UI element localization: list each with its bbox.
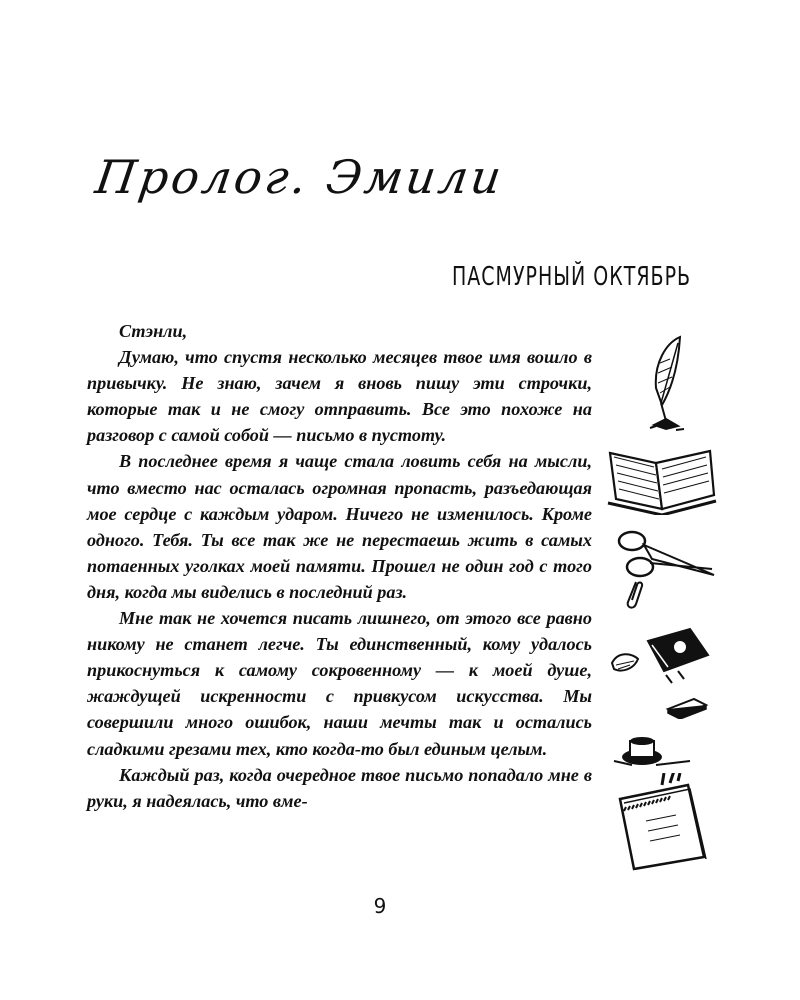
paragraph: Думаю, что спустя несколько месяцев твое имя вошло в привычку. Не знаю, зачем я вновь пишу эти строчки, которые так и не смогу отправить. Все это похоже на разговор с самой собой — письмо в пустоту. — [87, 347, 592, 446]
feather-quill-icon — [636, 333, 691, 433]
eraser-icon — [664, 695, 710, 719]
scissors-icon — [614, 525, 718, 585]
inkwell-icon — [612, 727, 692, 769]
sketchbook-icon — [606, 773, 716, 873]
chapter-subtitle: ПАСМУРНЫЙ ОКТЯБРЬ — [452, 262, 692, 292]
paragraph: Мне так не хочется писать лишнего, от этого все равно никому не станет легче. Ты единственный, кому удалось прикоснуться к самому сокровенному — к моей душе, жаждущей искренности с привкусом искусства. Мы совершили много ошибок, наши мечты так и остались сладкими грезами тех, кто когда-то был единым целым. — [87, 608, 592, 759]
paperclip-icon — [624, 578, 644, 612]
open-book-icon — [606, 443, 718, 515]
chapter-title: Пролог. Эмили — [92, 150, 508, 204]
margin-illustrations — [598, 325, 718, 885]
page-number: 9 — [373, 894, 387, 918]
paragraph: Каждый раз, когда очередное твое письмо попадало мне в руки, я надеялась, что вме- — [87, 764, 592, 811]
pencil-sharpener-icon — [608, 625, 718, 687]
paragraph: В последнее время я чаще стала ловить себя на мысли, что вместо нас осталась огромная пропасть, разъедающая мое сердце с каждым ударом. Ничего не изменилось. Кроме одного. Тебя. Ты все так же не перестаешь жить в самых потаенных уголках моей памяти. Прошел не один год с того дня, когда мы виделись в последний раз. — [87, 451, 592, 602]
letter-text — [87, 318, 592, 814]
salutation: Стэнли, — [119, 321, 188, 341]
